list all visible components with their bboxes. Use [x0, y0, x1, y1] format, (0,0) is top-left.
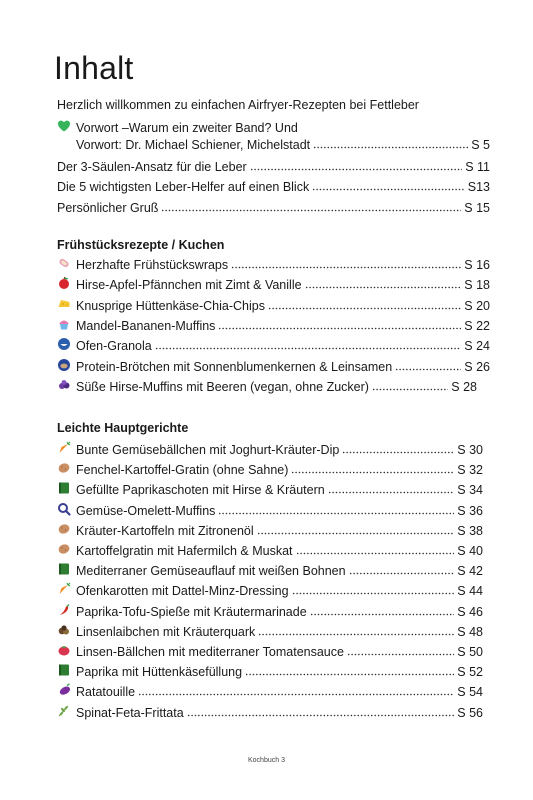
dot-leader	[342, 442, 454, 454]
page-number: S 52	[457, 665, 483, 680]
entry-title: Spinat-Feta-Frittata	[76, 705, 184, 720]
green-book-icon	[57, 663, 71, 677]
toc-entry[interactable]	[57, 376, 477, 394]
page-number: S 56	[457, 705, 483, 720]
entry-title: Knusprige Hüttenkäse-Chia-Chips	[76, 298, 265, 313]
toc-entry[interactable]	[57, 580, 483, 598]
dot-leader	[328, 482, 455, 494]
page-number: S 46	[457, 604, 483, 619]
apple-icon	[57, 276, 71, 290]
dot-leader	[292, 583, 455, 595]
toc-entry[interactable]	[57, 702, 483, 720]
toc-entry[interactable]	[57, 601, 483, 619]
entry-title: Hirse-Apfel-Pfännchen mit Zimt & Vanille	[76, 278, 302, 293]
toc-entry[interactable]	[57, 540, 483, 558]
vorwort-line2: Vorwort: Dr. Michael Schiener, Michelstadt	[76, 138, 311, 152]
toc-entry[interactable]	[57, 197, 490, 215]
dot-leader	[187, 705, 455, 717]
toc-entry[interactable]	[57, 621, 483, 639]
section-title-breakfast: Frühstücksrezepte / Kuchen	[57, 238, 225, 252]
toc-entry[interactable]	[57, 520, 483, 538]
dot-leader	[313, 137, 468, 149]
page-number: S 42	[457, 564, 483, 579]
toc-entry[interactable]	[57, 254, 490, 272]
page-number: S13	[467, 180, 490, 194]
dot-leader	[268, 298, 461, 310]
entry-title: Kräuter-Kartoffeln mit Zitronenöl	[76, 523, 254, 538]
dot-leader	[138, 684, 454, 696]
cupcake-icon	[57, 317, 71, 331]
toc-entry[interactable]	[57, 295, 490, 313]
page-number: S 16	[464, 258, 490, 272]
carrot-icon	[57, 582, 71, 596]
page-number: S 34	[457, 483, 483, 498]
dot-leader	[310, 604, 455, 616]
dot-leader	[218, 503, 454, 515]
tomato-icon	[57, 643, 71, 657]
bread-roll-icon	[57, 358, 71, 372]
entry-title: Mandel-Bananen-Muffins	[76, 318, 216, 333]
entry-title: Linsenlaibchen mit Kräuterquark	[76, 624, 256, 639]
toc-entry[interactable]	[57, 356, 490, 374]
entry-title: Ofen-Granola	[76, 339, 152, 354]
potato-icon	[57, 522, 71, 536]
cheese-icon	[57, 297, 71, 311]
toc-entry[interactable]	[57, 176, 490, 194]
dot-leader	[372, 379, 448, 391]
eggplant-icon	[57, 683, 71, 697]
dot-leader	[218, 318, 461, 330]
green-heart-icon	[57, 119, 71, 133]
green-book-icon	[57, 562, 71, 576]
entry-title: Fenchel-Kartoffel-Gratin (ohne Sahne)	[76, 463, 289, 478]
entry-title: Linsen-Bällchen mit mediterraner Tomatensauce	[76, 645, 344, 659]
page-number: S 18	[464, 278, 490, 293]
dot-leader	[347, 644, 454, 656]
wrap-icon	[57, 256, 71, 270]
page-number: S 24	[464, 339, 490, 354]
page-number: S 48	[457, 624, 483, 639]
page-number: S 38	[457, 523, 483, 538]
section-title-mains: Leichte Hauptgerichte	[57, 421, 189, 435]
dot-leader	[257, 523, 455, 535]
page-number: S 20	[464, 298, 490, 313]
entry-title: Kartoffelgratin mit Hafermilch & Muskat	[76, 544, 293, 558]
entry-title: Die 5 wichtigsten Leber-Helfer auf einen Blick	[57, 180, 310, 194]
toc-entry[interactable]	[57, 274, 490, 292]
page-number: S 36	[457, 503, 483, 518]
toc-entry[interactable]	[57, 500, 483, 518]
entry-title: Gemüse-Omelett-Muffins	[76, 503, 216, 518]
page-number: S 32	[457, 463, 483, 478]
dot-leader	[245, 664, 454, 676]
toc-entry-vorwort[interactable]	[57, 117, 477, 135]
entry-title: Mediterraner Gemüseauflauf mit weißen Bohnen	[76, 564, 346, 579]
potato-icon	[57, 461, 71, 475]
page-number: S 30	[457, 443, 483, 457]
granola-bowl-icon	[57, 337, 71, 351]
magnifier-icon	[57, 502, 71, 516]
lentils-icon	[57, 623, 71, 637]
toc-entry[interactable]	[57, 560, 483, 578]
entry-title: Persönlicher Gruß	[57, 201, 159, 215]
toc-entry[interactable]	[57, 315, 490, 333]
carrot-icon	[57, 441, 71, 455]
page-number: S 44	[457, 584, 483, 599]
entry-title: Herzhafte Frühstückswraps	[76, 258, 229, 272]
dot-leader	[349, 563, 455, 575]
entry-title: Süße Hirse-Muffins mit Beeren (vegan, ohne Zucker)	[76, 379, 369, 394]
toc-entry[interactable]	[57, 681, 483, 699]
entry-title: Paprika mit Hüttenkäsefüllung	[76, 665, 243, 680]
page-number: S 28	[451, 379, 477, 394]
page-number: S 54	[457, 685, 483, 700]
page-number: S 50	[457, 645, 483, 659]
toc-entry[interactable]	[57, 661, 483, 679]
toc-entry[interactable]	[57, 439, 483, 457]
entry-title: Protein-Brötchen mit Sonnenblumenkernen & Leinsamen	[76, 359, 393, 374]
page-footer: Kochbuch 3	[248, 757, 285, 764]
dot-leader	[312, 179, 465, 191]
page-number: S 26	[464, 359, 490, 374]
berries-icon	[57, 378, 71, 392]
toc-entry-vorwort-line2[interactable]	[76, 134, 490, 152]
herb-icon	[57, 704, 71, 718]
toc-entry[interactable]	[57, 641, 483, 659]
dot-leader	[258, 624, 454, 636]
dot-leader	[305, 277, 462, 289]
vorwort-line1: Vorwort –Warum ein zweiter Band? Und	[76, 121, 298, 135]
page-number: S 22	[464, 318, 490, 333]
chili-icon	[57, 603, 71, 617]
entry-title: Ratatouille	[76, 685, 136, 700]
toc-entry[interactable]	[57, 335, 490, 353]
entry-title: Paprika-Tofu-Spieße mit Kräutermarinade	[76, 604, 307, 619]
toc-entry[interactable]	[57, 156, 490, 174]
green-book-icon	[57, 481, 71, 495]
page-number: S 40	[457, 544, 483, 558]
page-number: S 5	[471, 138, 490, 152]
page-number: S 11	[465, 160, 490, 174]
entry-title: Ofenkarotten mit Dattel-Minz-Dressing	[76, 584, 289, 599]
dot-leader	[250, 159, 463, 171]
intro-heading: Herzlich willkommen zu einfachen Airfryer-Rezepten bei Fettleber	[57, 98, 419, 112]
entry-title: Gefüllte Paprikaschoten mit Hirse & Kräutern	[76, 483, 325, 498]
dot-leader	[155, 338, 462, 350]
dot-leader	[395, 359, 461, 371]
page-number: S 15	[464, 201, 490, 215]
entry-title: Der 3-Säulen-Ansatz für die Leber	[57, 160, 247, 174]
dot-leader	[291, 462, 454, 474]
toc-entry[interactable]	[57, 459, 483, 477]
page-title: Inhalt	[54, 50, 134, 86]
entry-title: Bunte Gemüsebällchen mit Joghurt-Kräuter-Dip	[76, 443, 340, 457]
dot-leader	[231, 257, 461, 269]
dot-leader	[296, 543, 455, 555]
dot-leader	[161, 200, 461, 212]
potato-icon	[57, 542, 71, 556]
toc-entry[interactable]	[57, 479, 483, 497]
